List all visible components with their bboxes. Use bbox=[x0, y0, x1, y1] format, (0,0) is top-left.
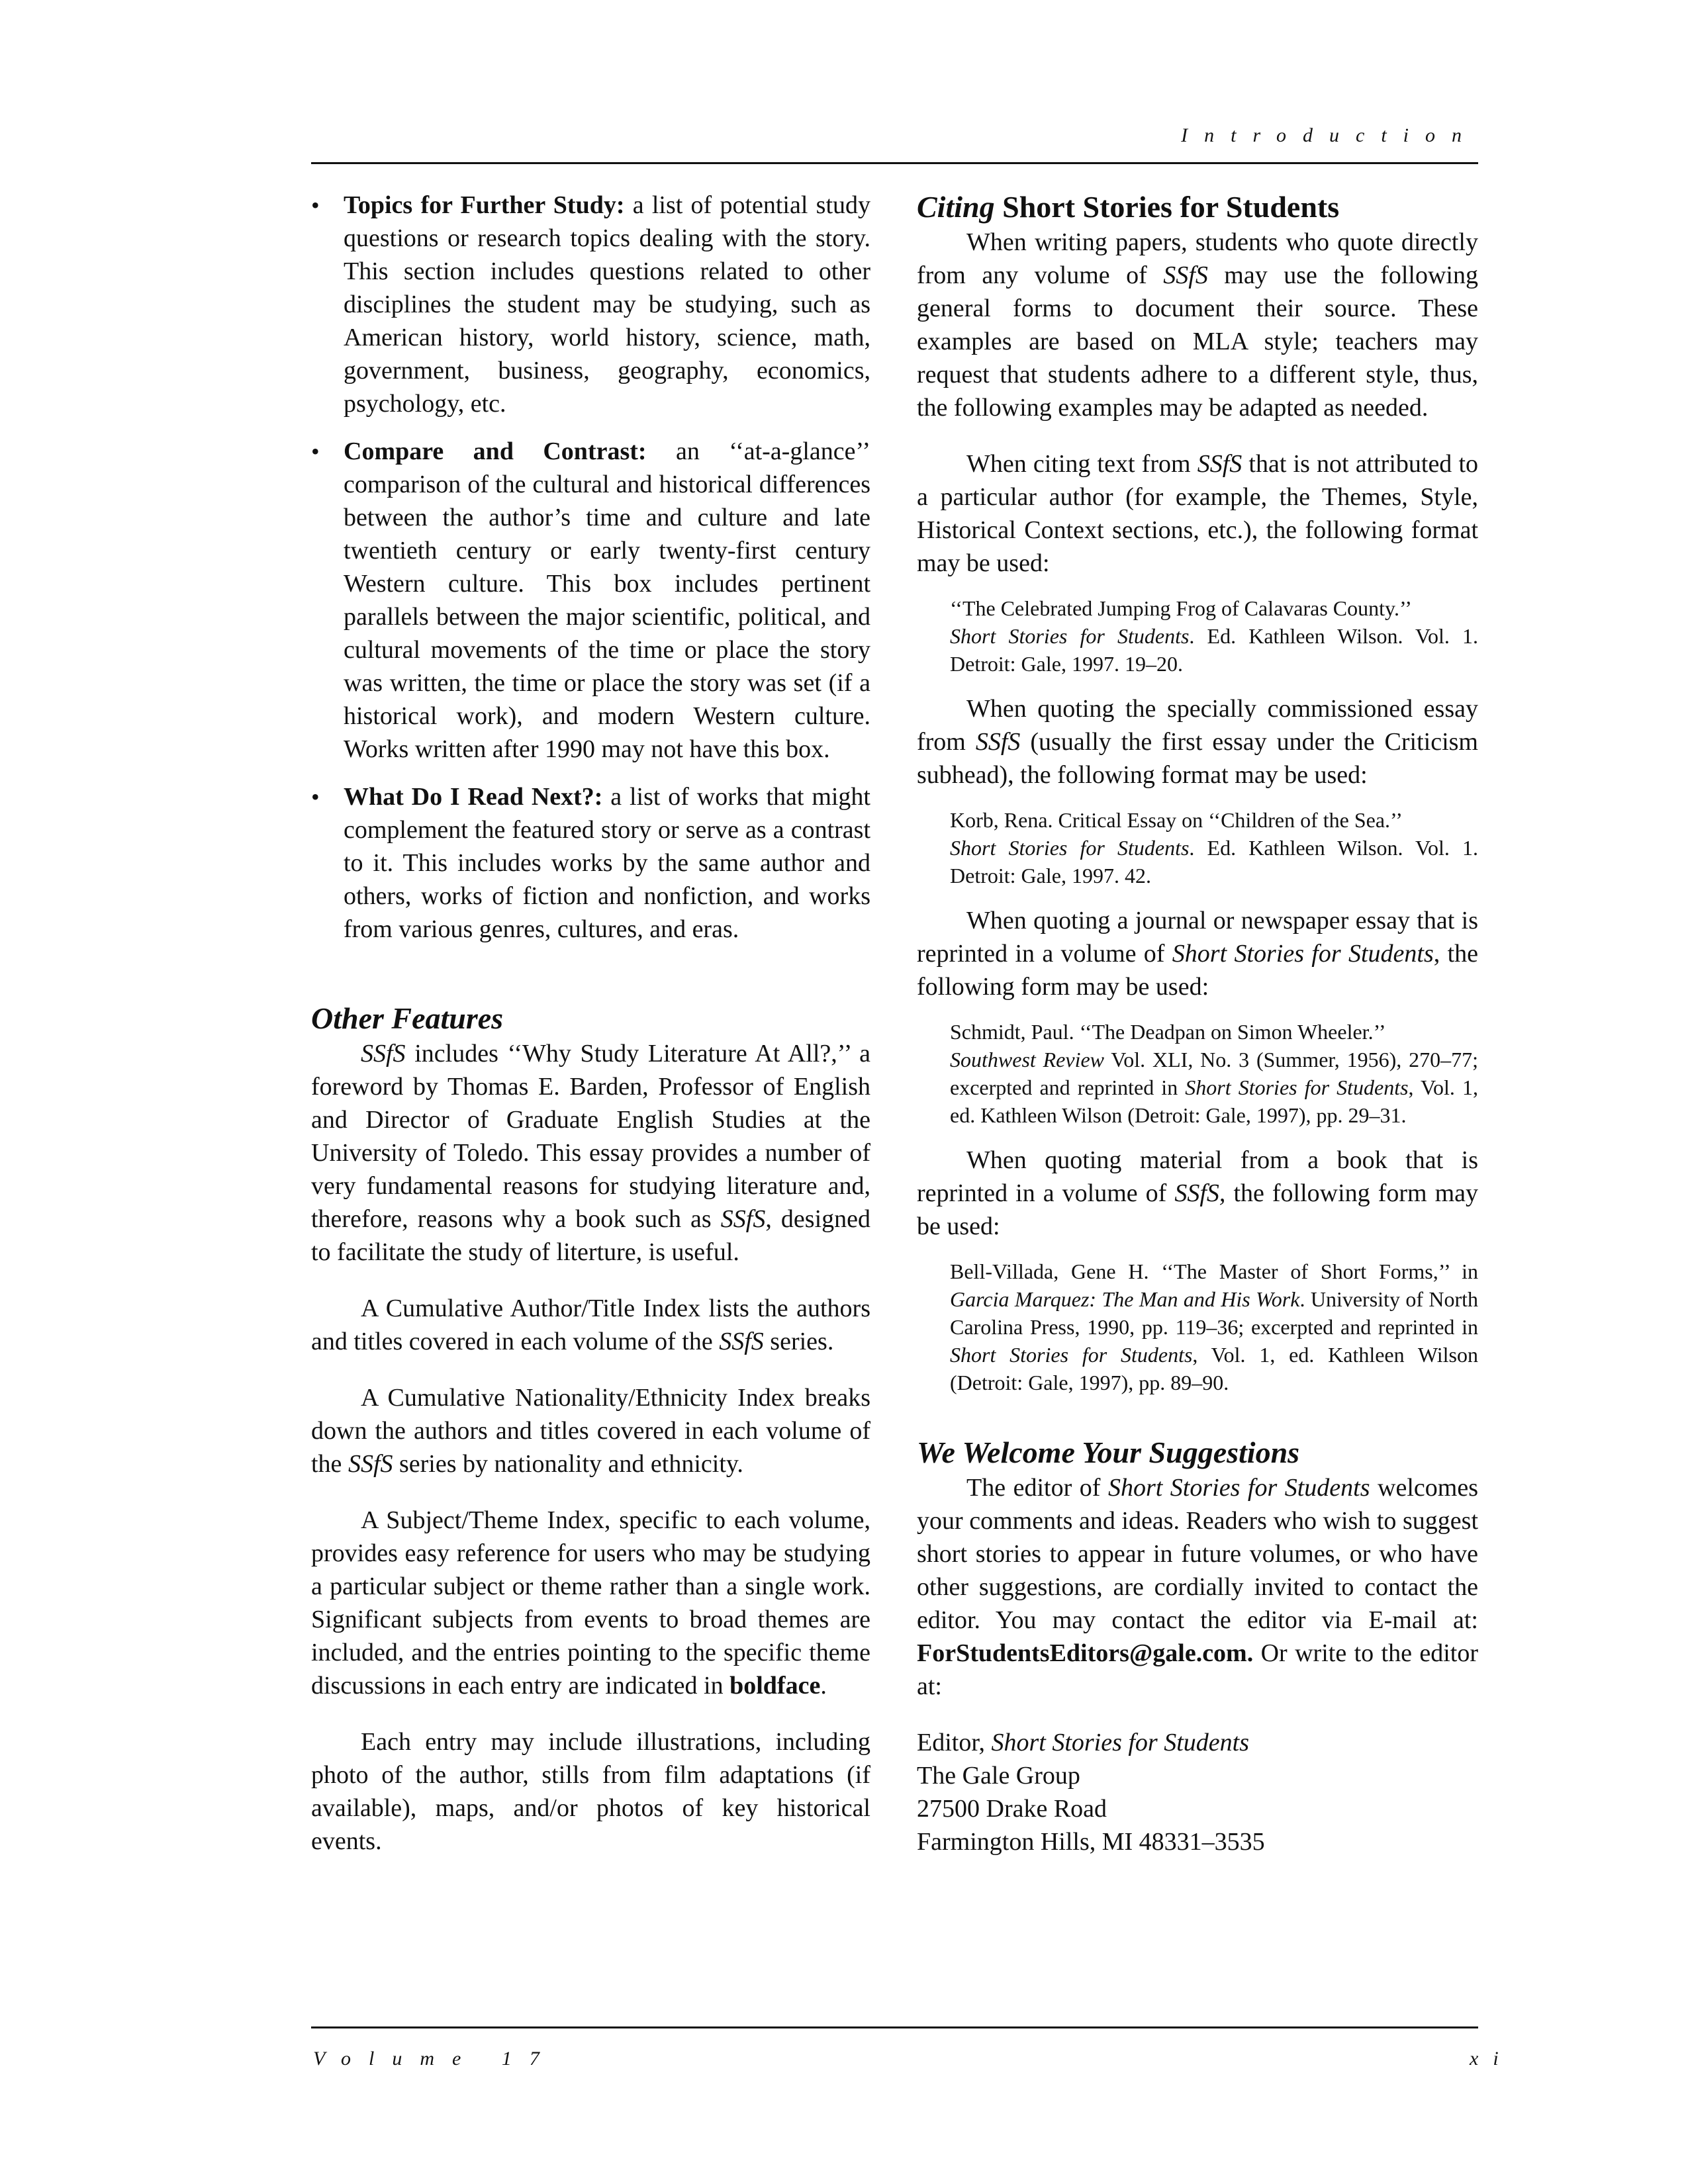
bullet-text: a list of works that might complement the featured story or serve as a contrast to it. This includes works by the same author and others, works of fiction and nonfiction, and works from various genres, cultures, and eras. bbox=[344, 783, 870, 943]
citing-intro-paragraph: When writing papers, students who quote directly from any volume of SSfS may use the following general forms to document their source. These examples are based on MLA style; teachers may request that students adhere to a different style, thus, the following examples may be adapted as needed. bbox=[917, 228, 1478, 422]
suggestions-paragraph: The editor of Short Stories for Students welcomes your comments and ideas. Readers who wish to suggest short stories to appear in future volumes, or who have other suggestions, are cordially invited to contact the editor. You may contact the editor via E-mail at: ForStudentsEditors@gale.com. Or write to the editor at: bbox=[917, 1474, 1478, 1700]
left-column bbox=[311, 189, 870, 1858]
other-features-heading: Other Features bbox=[311, 1001, 504, 1035]
bullet-term: Topics for Further Study: bbox=[344, 191, 625, 219]
footer-rule bbox=[311, 2026, 1478, 2028]
page-number: xi bbox=[1470, 2048, 1513, 2070]
footer-volume: Volume 17 bbox=[313, 2048, 557, 2070]
bullet-text: an ‘‘at-a-glance’’ comparison of the cultural and historical differences between the author’s time and culture and late twentieth century or early twenty-first century Western culture. This box includes pertinent parallels between the major scientific, political, and cultural movements of the time or place the story was written, the time or place the story was set (if a historical work), and modern Western culture. Works written after 1990 may not have this box. bbox=[344, 437, 870, 763]
citation-example: Korb, Rena. Critical Essay on ‘‘Children of the Sea.’’ Short Stories for Students. Ed. Kathleen Wilson. Vol. 1. Detroit: Gale, 1997. 42. bbox=[950, 808, 1479, 887]
bullet-term: What Do I Read Next?: bbox=[344, 783, 603, 811]
list-item bbox=[311, 189, 870, 420]
illustrations-paragraph: Each entry may include illustrations, including photo of the author, stills from film adaptations (if available), maps, and/or photos of key historical events. bbox=[311, 1728, 870, 1855]
editor-email-link[interactable]: ForStudentsEditors@gale.com. bbox=[917, 1639, 1254, 1667]
bullet-icon: • bbox=[311, 192, 320, 218]
citing-journal-paragraph: When quoting a journal or newspaper essay that is reprinted in a volume of Short Stories for Students, the following form may be used: bbox=[917, 907, 1478, 1001]
author-index-paragraph: A Cumulative Author/Title Index lists the authors and titles covered in each volume of the SSfS series. bbox=[311, 1295, 870, 1355]
running-head: Introduction bbox=[1181, 124, 1478, 146]
citation-example: Bell-Villada, Gene H. ‘‘The Master of Short Forms,’’ in Garcia Marquez: The Man and His Work. University of North Carolina Press, 1990, pp. 119–36; excerpted and reprinted in Short Stories for Students, Vol. 1, ed. Kathleen Wilson (Detroit: Gale, 1997), pp. 89–90. bbox=[950, 1259, 1479, 1394]
suggestions-heading: We Welcome Your Suggestions bbox=[917, 1435, 1300, 1469]
citing-book-paragraph: When quoting material from a book that is reprinted in a volume of SSfS, the following form may be used: bbox=[917, 1146, 1479, 1240]
citation-example: ‘‘The Celebrated Jumping Frog of Calavaras County.’’ Short Stories for Students. Ed. Kathleen Wilson. Vol. 1. Detroit: Gale, 1997. 19–20. bbox=[950, 596, 1479, 676]
bullet-icon: • bbox=[311, 784, 320, 810]
citing-essay-paragraph: When quoting the specially commissioned essay from SSfS (usually the first essay under the Criticism subhead), the following format may be used: bbox=[917, 695, 1478, 789]
right-column bbox=[917, 189, 1478, 1858]
list-item bbox=[311, 780, 870, 946]
bullet-text: a list of potential study questions or research topics dealing with the story. This section includes questions related to other disciplines the student may be studying, such as American history, world history, science, math, government, business, geography, economics, psychology, etc. bbox=[344, 191, 870, 418]
bullet-term: Compare and Contrast: bbox=[344, 437, 647, 465]
header-rule bbox=[311, 162, 1478, 164]
citing-unattributed-paragraph: When citing text from SSfS that is not attributed to a particular author (for example, the Themes, Style, Historical Context sections, etc.), the following format may be used: bbox=[917, 450, 1479, 577]
nationality-index-paragraph: A Cumulative Nationality/Ethnicity Index breaks down the authors and titles covered in each volume of the SSfS series by nationality and ethnicity. bbox=[311, 1384, 870, 1478]
feature-list bbox=[311, 189, 870, 946]
subject-index-paragraph: A Subject/Theme Index, specific to each volume, provides easy reference for users who may be studying a particular subject or theme rather than a single work. Significant subjects from events to broad themes are included, and the entries pointing to the specific theme discussions in each entry are indicated in boldface. bbox=[311, 1506, 870, 1700]
bullet-icon: • bbox=[311, 438, 320, 465]
citing-heading: Citing Short Stories for Students bbox=[917, 190, 1340, 224]
editor-address: Editor, Short Stories for Students The Gale Group 27500 Drake Road Farmington Hills, MI 48331–3535 bbox=[917, 1729, 1265, 1856]
list-item bbox=[311, 435, 870, 766]
other-features-paragraph: SSfS includes ‘‘Why Study Literature At All?,’’ a foreword by Thomas E. Barden, Professor of English and Director of Graduate English Studies at the University of Toledo. This essay provides a number of very fundamental reasons for studying literature and, therefore, reasons why a book such as SSfS, designed to facilitate the study of literture, is useful. bbox=[311, 1040, 871, 1266]
citation-example: Schmidt, Paul. ‘‘The Deadpan on Simon Wheeler.’’ Southwest Review Vol. XLI, No. 3 (Summer, 1956), 270–77; excerpted and reprinted in Short Stories for Students, Vol. 1, ed. Kathleen Wilson (Detroit: Gale, 1997), pp. 29–31. bbox=[950, 1020, 1479, 1127]
